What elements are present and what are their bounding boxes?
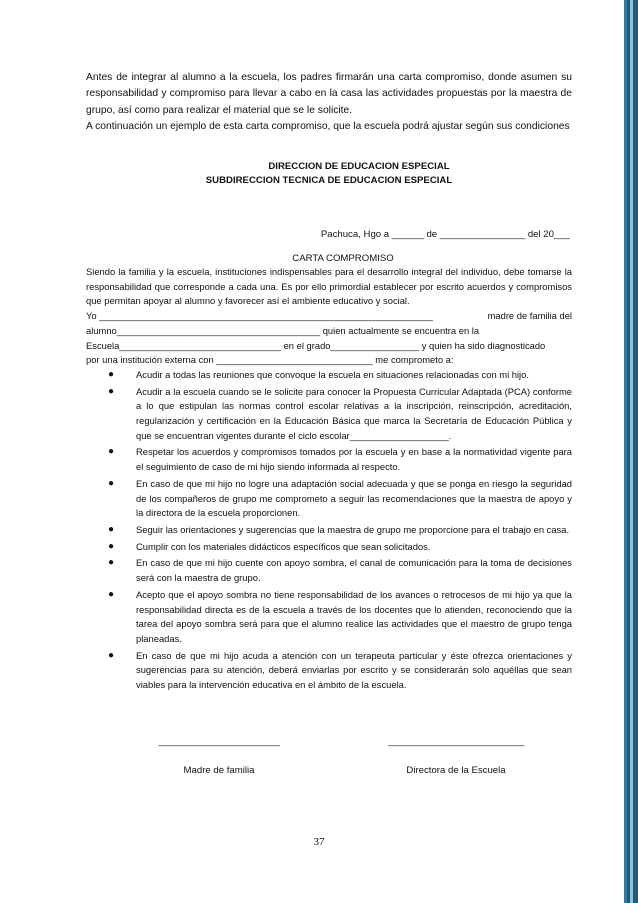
- list-item: ● En caso de que mi hijo no logre una adaptación social adecuada y que se ponga en riesgo la seguridad de los compañeros de grupo me comprometo a seguir las recomendaciones que la maestra de apoyo y la directora de la escuela proporcionen.: [108, 477, 572, 519]
- yo-line: [86, 309, 572, 324]
- bullet-icon: ●: [108, 557, 115, 569]
- alumno-line: alumno_______________________________________ quien actualmente se encuentra en la: [86, 324, 480, 336]
- page-side-bar-highlight: [630, 0, 633, 903]
- intro-paragraph-2: A continuación un ejemplo de esta carta compromiso, que la escuela podrá ajustar según sus condiciones: [86, 121, 570, 133]
- page-side-bar: [624, 0, 638, 903]
- list-item: ● Respetar los acuerdos y compromisos tomados por la escuela y en base a la normatividad vigente para el seguimiento de caso de mi hijo siendo informada al respecto.: [108, 446, 572, 473]
- letter-header: [86, 160, 572, 189]
- bullet-icon: ●: [108, 368, 115, 380]
- bullet-icon: ●: [108, 446, 115, 458]
- yo-line-right: madre de familia del: [487, 310, 572, 322]
- bullet-icon: ●: [108, 540, 115, 552]
- signature-mother: [154, 736, 284, 776]
- commitment-list: [86, 368, 572, 693]
- header-line-1: DIRECCION DE EDUCACION ESPECIAL: [268, 160, 450, 172]
- bullet-icon: ●: [108, 588, 115, 600]
- yo-line-left: Yo ________________________________________________________________: [86, 310, 433, 322]
- intro-section: [86, 70, 572, 136]
- institucion-line: por una institución externa con ______________________________ me comprometo a:: [86, 354, 454, 366]
- letter-title: CARTA COMPROMISO: [292, 253, 394, 265]
- signature-label-director: Directora de la Escuela: [406, 765, 506, 776]
- list-item: ● En caso de que mi hijo cuente con apoyo sombra, el canal de comunicación para la toma de decisiones será con la maestra de grupo.: [108, 557, 572, 584]
- list-item: ● Cumplir con los materiales didácticos específicos que sean solicitados.: [120, 540, 572, 555]
- list-item: ● Acudir a la escuela cuando se le solicite para conocer la Propuesta Curricular Adaptada (PCA) conforme a lo que estipulan las normas control escolar relativas a la inscripción, reinscripción, acreditación, regularización y certificación en la Educación Básica que marca la Secretaría de Educación Pública y que se encuentran vigentes durante el ciclo escolar___________________.: [108, 385, 572, 441]
- intro-paragraph-1: Antes de integrar al alumno a la escuela, los padres firmarán una carta compromiso, donde asumen su responsabilidad y compromiso para llevar a cabo en la casa las actividades propuestas por la maestra de grupo, así como para realizar el material que se le solicite.: [86, 72, 572, 116]
- body-opening: Siendo la familia y la escuela, instituciones indispensables para el desarrollo integral del individuo, debe tomarse la responsabilidad que corresponde a cada una. Es por ello primordial establecer por escrito acuerdos y compromisos que permitan apoyar al alumno y favorecer así el ambiente educativo y social.: [86, 266, 572, 307]
- list-item: ● Seguir las orientaciones y sugerencias que la maestra de grupo me proporcione para el trabajo en casa.: [120, 523, 572, 538]
- page-number: 37: [313, 836, 325, 848]
- list-item: ● En caso de que mi hijo acuda a atención con un terapeuta particular y éste ofrezca orientaciones y sugerencias para su atención, deberá enviarlas por escrito y se considerarán solo aquéllas que sean viables para la intervención educativa en el ámbito de la escuela.: [108, 649, 572, 691]
- signature-label-mother: Madre de familia: [183, 765, 255, 776]
- place-date-line: Pachuca, Hgo a ______ de ________________ del 20___: [320, 228, 570, 240]
- signature-line-mother: _________________________: [158, 736, 280, 747]
- letter-body: [86, 265, 572, 368]
- header-line-2: SUBDIRECCION TECNICA DE EDUCACION ESPECIAL: [205, 175, 453, 187]
- bullet-icon: ●: [108, 385, 115, 397]
- escuela-line: Escuela_______________________________ en el grado_________________ y quien ha sido diagnosticado: [86, 339, 546, 351]
- signature-director: [382, 736, 530, 776]
- bullet-icon: ●: [108, 649, 115, 661]
- list-item: ● Acudir a todas las reuniones que convoque la escuela en situaciones relacionadas con mi hijo.: [120, 368, 572, 383]
- bullet-icon: ●: [108, 523, 115, 535]
- bullet-icon: ●: [108, 477, 115, 489]
- list-item: ● Acepto que el apoyo sombra no tiene responsabilidad de los avances o retrocesos de mi hijo ya que la responsabilidad directa es de la escuela a través de los docentes que lo atienden, reconociendo que la tarea del apoyo sombra será para que el alumno realice las actividades que el maestro de grupo tenga planeadas.: [108, 588, 572, 644]
- signature-line-director: ____________________________: [388, 736, 524, 747]
- document-content: [86, 70, 572, 695]
